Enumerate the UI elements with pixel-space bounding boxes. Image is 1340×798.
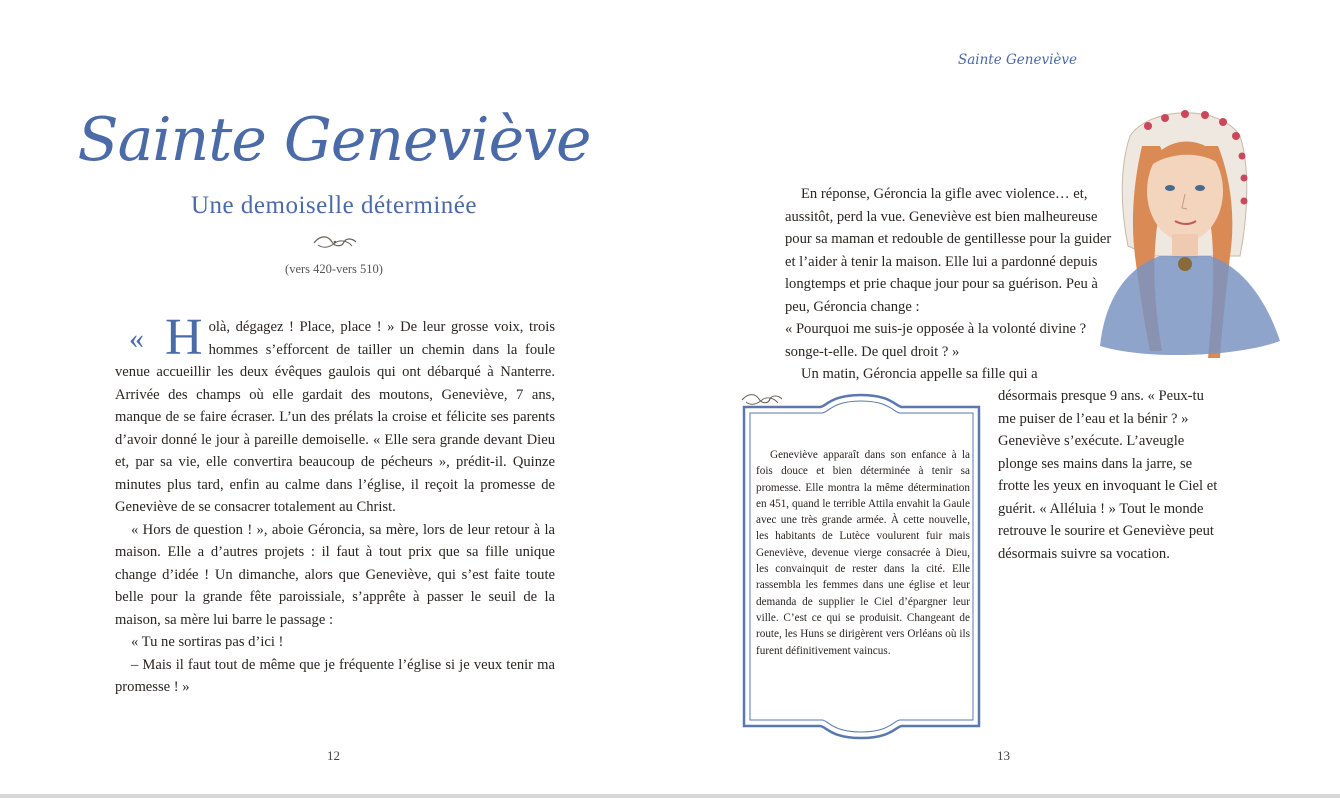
- sidebar-box-text: Geneviève apparaît dans son enfance à la fois douce et bien déterminée à tenir sa promesse. Elle montra la même détermination en 451, quand le terrible Attila envahit la Gaule avec une très grande armée. À cette nouvelle, les habitants de Lutèce voulurent fuir mais Geneviève, devenue vierge consacrée à Dieu, les convainquit de rester dans la cité. Elle rassembla les femmes dans une église et leur demanda de supplier le Ciel d’épargner leur ville. C’est ce qui se produisit. Changeant de route, les Huns se dirigèrent vers Orléans où ils furent définitivement vaincus.: [756, 449, 970, 657]
- paragraph: désormais presque 9 ans. « Peux-tu me puiser de l’eau et la bénir ? » Geneviève s’exécute. L’aveugle plonge ses mains dans la jarre, se frotte les yeux en invoquant le Ciel et guérit. « Alléluia ! » Tout le monde retrouve le sourire et Geneviève peut désormais suivre sa vocation.: [998, 388, 1218, 562]
- paragraph: En réponse, Géroncia la gifle avec violence… et, aussitôt, perd la vue. Geneviève est bien malheureuse pour sa maman et redouble de gentillesse pour la guider et l’aider à tenir la maison. Elle lui a pardonné depuis longtemps et prie chaque jour pour sa guérison. Peu à peu, Géroncia change :: [785, 186, 1112, 315]
- chapter-title: Sainte Geneviève: [77, 105, 591, 175]
- paragraph: Un matin, Géroncia appelle sa fille qui a: [801, 366, 1038, 382]
- paragraph: olà, dégagez ! Place, place ! » De leur grosse voix, trois hommes s’efforcent de tailler un chemin dans la foule venue accueillir les deux évêques gaulois qui ont débarqué à Nanterre. Arrivée des champs où elle gardait des moutons, Geneviève, 7 ans, manque de se faire écraser. L’un des prélats la croise et félicite ses parents d’avoir donné le jour à pareille demoiselle. « Elle sera grande devant Dieu et, par sa vie, elle convertira beaucoup de pécheurs », prédit-il. Quinze minutes plus tard, enfin au calme dans l’église, il reçoit la promesse de Geneviève de se consacrer totalement au Christ.: [115, 319, 555, 515]
- flourish-ornament-icon: [740, 391, 784, 407]
- girl-portrait-watercolor-icon: [1090, 106, 1285, 364]
- opening-quote-mark: «: [129, 322, 144, 355]
- flourish-ornament-icon: [312, 233, 358, 251]
- paragraph: « Hors de question ! », aboie Géroncia, sa mère, lors de leur retour à la maison. Elle a d’autres projets : il faut à tout prix que sa fille unique change d’idée ! Un dimanche, alors que Geneviève, qui s’est faite toute belle pour la grande fête paroissiale, s’apprête à passer le seuil de la maison, sa mère lui barre le passage :: [115, 521, 555, 628]
- life-dates: (vers 420-vers 510): [285, 262, 383, 276]
- opening-paragraph: [115, 309, 555, 519]
- left-body-text: [115, 309, 555, 699]
- sidebar-box: [740, 391, 983, 742]
- paragraph: « Tu ne sortiras pas d’ici !: [131, 634, 284, 650]
- chapter-subtitle: Une demoiselle déterminée: [191, 192, 477, 219]
- right-body-text-top: [785, 183, 1115, 386]
- page-number-right: 13: [997, 748, 1010, 763]
- drop-cap: H: [165, 309, 203, 366]
- page-number-left: 12: [327, 748, 340, 763]
- right-body-text-column: [998, 385, 1224, 565]
- running-head: Sainte Geneviève: [958, 52, 1078, 68]
- paragraph: « Pourquoi me suis-je opposée à la volonté divine ? songe-t-elle. De quel droit ? »: [785, 321, 1087, 360]
- paragraph: – Mais il faut tout de même que je fréquente l’église si je veux tenir ma promesse ! »: [115, 656, 555, 695]
- bottom-divider: [0, 794, 1340, 798]
